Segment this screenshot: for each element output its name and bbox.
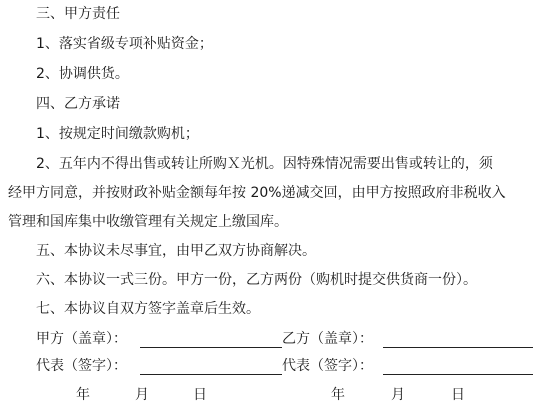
section-4-item-2-line-3: 管理和国库集中收缴管理有关规定上缴国库。 — [8, 214, 288, 230]
party-a-seal-blank[interactable] — [140, 347, 282, 348]
section-5: 五、本协议未尽事宜，由甲乙双方协商解决。 — [36, 243, 316, 259]
section-4-item-2-line-2: 经甲方同意，并按财政补贴金额每年按 20%递减交回，由甲方按照政府非税收入 — [8, 185, 506, 201]
section-6: 六、本协议一式三份。甲方一份，乙方两份（购机时提交供货商一份）。 — [36, 272, 477, 288]
section-3-title: 三、甲方责任 — [36, 6, 120, 22]
rep-a-label: 代表（签字）： — [36, 358, 127, 374]
rep-b-signature-blank[interactable] — [383, 374, 533, 375]
seal-row — [36, 329, 546, 351]
section-4-item-1: 1、按规定时间缴款购机； — [36, 126, 199, 142]
signature-row — [36, 356, 546, 378]
date-a-day: 日 — [193, 387, 207, 403]
rep-b-label: 代表（签字）： — [282, 358, 373, 374]
section-7: 七、本协议自双方签字盖章后生效。 — [36, 301, 260, 317]
date-b-year: 年 — [331, 387, 345, 403]
date-b-day: 日 — [451, 387, 465, 403]
section-4-item-2-line-1: 2、五年内不得出售或转让所购Ｘ光机。因特殊情况需要出售或转让的，须 — [36, 156, 493, 172]
section-4-title: 四、乙方承诺 — [36, 96, 120, 112]
party-b-seal-blank[interactable] — [383, 347, 533, 348]
section-3-item-2: 2、协调供货。 — [36, 66, 129, 82]
date-a-year: 年 — [76, 387, 90, 403]
rep-a-signature-blank[interactable] — [140, 374, 282, 375]
section-3-item-1: 1、落实省级专项补贴资金； — [36, 36, 213, 52]
date-a-month: 月 — [135, 387, 149, 403]
party-a-seal-label: 甲方（盖章）： — [36, 331, 127, 347]
party-b-seal-label: 乙方（盖章）： — [282, 331, 373, 347]
date-b-month: 月 — [391, 387, 405, 403]
